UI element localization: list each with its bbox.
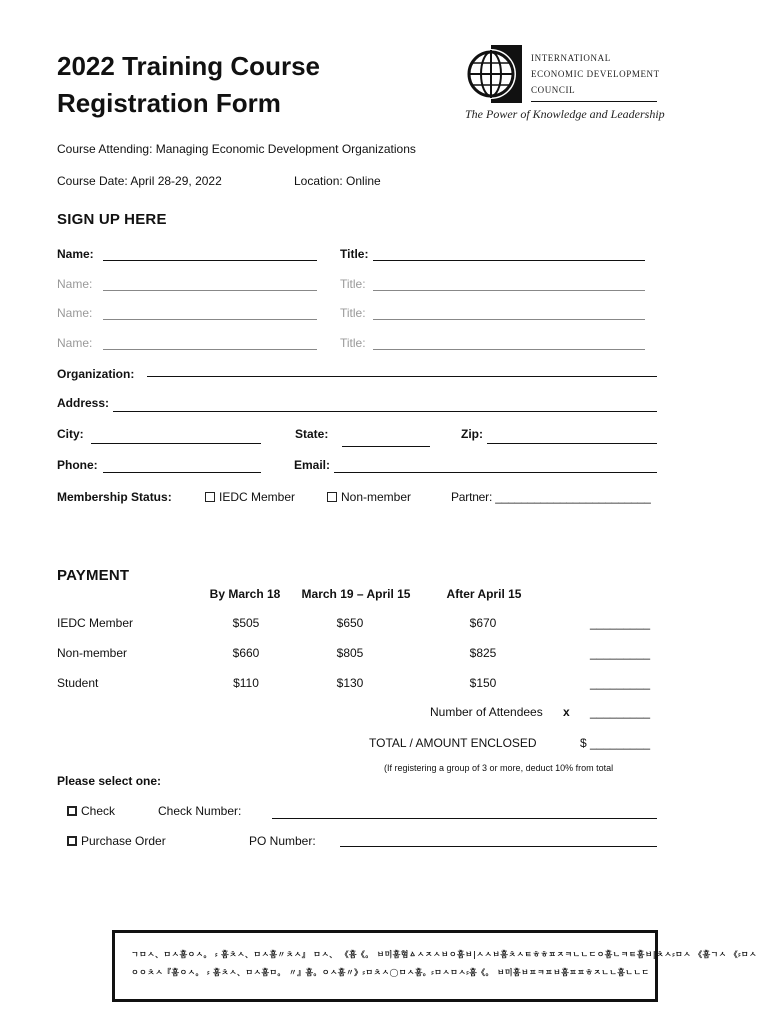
non-member-option-label: Non-member <box>341 490 412 504</box>
po-number-label: PO Number: <box>249 834 316 848</box>
purchase-order-option-label: Purchase Order <box>81 834 166 848</box>
page-title-line-2: Registration Form <box>57 88 281 118</box>
check-number-label: Check Number: <box>158 804 242 818</box>
price-cell: $805 <box>336 646 364 660</box>
title-field-2[interactable] <box>373 290 645 291</box>
logo-org-line-1: INTERNATIONAL <box>531 53 611 63</box>
membership-status-label: Membership Status: <box>57 490 172 504</box>
state-field[interactable] <box>342 446 430 447</box>
name-field-4[interactable] <box>103 349 317 350</box>
footer-text-line-2: ㅇㅇㅊㅅ『훔ㅇㅅ。 ⸗ 훔ㅊㅅ、ㅁㅅ훔ㅁ。 〃』훔。ㅇㅅ훔〃》⸗ㅁㅊㅅ◯ㅁㅅ훔。⸗ㅁㅅㅁㅅ⸗훔《。 ㅂ미훔ㅂㅍㅋㅍㅂ훔ㅍㅍㅎㅈㄴㄴ훔ㄴㄴㄷ <box>131 968 650 977</box>
organization-label: Organization: <box>57 367 135 381</box>
footer-text-line-1: ㄱㅁㅅ、ㅁㅅ훔ㅇㅅ。 ⸗ 훔ㅊㅅ、ㅁㅅ훔〃ㅊㅅ』 ㅁㅅ、 《흄《。 ㅂ미훔혐ㅿㅅㅈㅅㅂㅇ훔ㅂ|ㅅㅅㅂ훔ㅊㅅㅌㅎㅎㅍㅈㅋㄴㄴㄷㅇ훔ㄴㅋㅌ훔ㅂ|ㅊㅅ⸗ㅁㅅ 《훔ㄱㅅ 《⸗ㅁㅅ <box>131 950 757 959</box>
city-label: City: <box>57 427 84 441</box>
price-row-label-iedc-member: IEDC Member <box>57 616 134 630</box>
total-amount-label: TOTAL / AMOUNT ENCLOSED <box>369 736 537 750</box>
title-field-3[interactable] <box>373 319 645 320</box>
price-cell: $660 <box>232 646 260 660</box>
iedc-member-option-label: IEDC Member <box>219 490 296 504</box>
amount-field-iedc-member[interactable]: _________ <box>590 616 651 630</box>
purchase-order-checkbox[interactable] <box>67 834 166 848</box>
price-cell: $130 <box>336 676 364 690</box>
name-field-2[interactable] <box>103 290 317 291</box>
checkbox-square-icon <box>67 806 77 816</box>
footer-instructions-box <box>112 930 658 1002</box>
organization-field[interactable] <box>147 376 657 377</box>
column-header-by-march-18: By March 18 <box>209 587 281 601</box>
checkbox-square-icon <box>327 492 337 502</box>
name-label: Name: <box>57 247 94 261</box>
state-label: State: <box>295 427 329 441</box>
title-label-3: Title: <box>340 306 366 320</box>
price-cell: $110 <box>233 676 259 690</box>
signup-heading: SIGN UP HERE <box>57 211 167 228</box>
city-field[interactable] <box>91 443 261 444</box>
check-number-field[interactable] <box>272 818 657 819</box>
title-field-1[interactable] <box>373 260 645 261</box>
address-label: Address: <box>57 396 110 410</box>
price-cell: $150 <box>469 676 497 690</box>
email-label: Email: <box>294 458 331 472</box>
total-amount-field[interactable]: $ _________ <box>580 736 651 750</box>
title-label-2: Title: <box>340 277 366 291</box>
check-payment-checkbox[interactable] <box>67 804 115 818</box>
title-field-4[interactable] <box>373 349 645 350</box>
column-header-after-april-15: After April 15 <box>446 587 522 601</box>
logo-org-line-2: ECONOMIC DEVELOPMENT <box>531 69 660 79</box>
course-date: Course Date: April 28-29, 2022 <box>57 174 222 188</box>
payment-heading: PAYMENT <box>57 567 130 584</box>
address-field[interactable] <box>113 411 657 412</box>
check-option-label: Check <box>81 804 116 818</box>
logo-tagline: The Power of Knowledge and Leadership <box>465 107 665 121</box>
price-cell: $505 <box>232 616 260 630</box>
price-row-label-student: Student <box>57 676 99 690</box>
price-row-label-non-member: Non-member <box>57 646 128 660</box>
name-label-3: Name: <box>57 306 93 320</box>
course-location: Location: Online <box>294 174 381 188</box>
po-number-field[interactable] <box>340 846 657 847</box>
name-label-4: Name: <box>57 336 93 350</box>
amount-field-non-member[interactable]: _________ <box>590 646 651 660</box>
phone-field[interactable] <box>103 472 261 473</box>
multiply-sign: x <box>563 705 570 719</box>
phone-label: Phone: <box>57 458 98 472</box>
price-cell: $670 <box>469 616 497 630</box>
non-member-checkbox[interactable] <box>327 490 411 504</box>
zip-field[interactable] <box>487 443 657 444</box>
amount-field-student[interactable]: _________ <box>590 676 651 690</box>
checkbox-square-icon <box>67 836 77 846</box>
title-label: Title: <box>340 247 369 261</box>
name-label-2: Name: <box>57 277 93 291</box>
title-label-4: Title: <box>340 336 366 350</box>
partner-field[interactable]: Partner: ________________________ <box>451 490 651 504</box>
zip-label: Zip: <box>461 427 483 441</box>
page-title-line-1: 2022 Training Course <box>57 51 320 81</box>
name-field-1[interactable] <box>103 260 317 261</box>
email-field[interactable] <box>334 472 657 473</box>
course-attending: Course Attending: Managing Economic Development Organizations <box>57 142 416 156</box>
name-field-3[interactable] <box>103 319 317 320</box>
iedc-member-checkbox[interactable] <box>205 490 295 504</box>
price-cell: $825 <box>469 646 497 660</box>
logo-divider <box>531 101 657 102</box>
iedc-globe-logo-icon <box>464 45 522 103</box>
checkbox-square-icon <box>205 492 215 502</box>
number-of-attendees-label: Number of Attendees <box>430 705 543 719</box>
group-discount-note: (If registering a group of 3 or more, deduct 10% from total <box>384 763 614 773</box>
price-cell: $650 <box>336 616 364 630</box>
column-header-march-19-april-15: March 19 – April 15 <box>301 587 411 601</box>
attendees-field[interactable]: _________ <box>590 705 651 719</box>
select-payment-label: Please select one: <box>57 774 162 788</box>
logo-org-line-3: COUNCIL <box>531 85 576 95</box>
